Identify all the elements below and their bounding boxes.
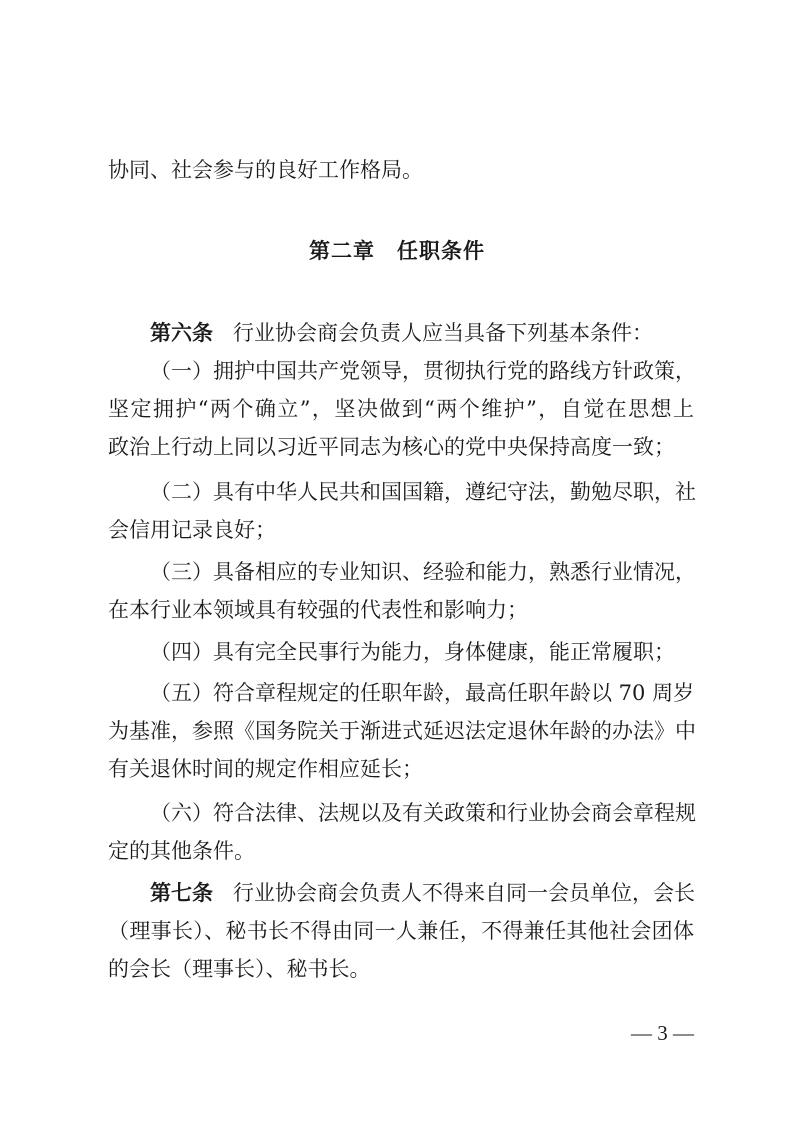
article-6-item-5-line-2: 为基准，参照《国务院关于渐进式延迟法定退休年龄的办法》中 bbox=[108, 719, 696, 743]
page-number: — 3 — bbox=[631, 1021, 694, 1045]
article-6-item-1-line-2: 坚定拥护“两个确立”，坚决做到“两个维护”，自觉在思想上 bbox=[108, 397, 694, 421]
article-6-item-3-line-2: 在本行业本领域具有较强的代表性和影响力； bbox=[108, 598, 528, 622]
article-6-item-5-line-1: （五）符合章程规定的任职年龄，最高任职年龄以 70 周岁 bbox=[150, 681, 695, 705]
article-6-item-2-line-1: （二）具有中华人民共和国国籍，遵纪守法，勤勉尽职，社 bbox=[150, 480, 696, 504]
article-6-item-1-line-3: 政治上行动上同以习近平同志为核心的党中央保持高度一致； bbox=[108, 435, 675, 459]
article-6-item-1-line-1: （一）拥护中国共产党领导，贯彻执行党的路线方针政策， bbox=[150, 359, 696, 383]
paragraph-continuation: 协同、社会参与的良好工作格局。 bbox=[108, 158, 423, 182]
article-6-item-3-line-1: （三）具备相应的专业知识、经验和能力，熟悉行业情况， bbox=[150, 560, 696, 584]
article-7-label: 第七条 bbox=[150, 881, 213, 905]
article-6-heading bbox=[150, 318, 694, 348]
article-6-intro: 行业协会商会负责人应当具备下列基本条件： bbox=[233, 321, 653, 345]
article-7-line-3: 的会长（理事长）、秘书长。 bbox=[108, 957, 371, 981]
article-6-item-5-line-3: 有关退休时间的规定作相应延长； bbox=[108, 757, 423, 781]
article-6-item-4-line-1: （四）具有完全民事行为能力，身体健康，能正常履职； bbox=[150, 640, 675, 664]
article-6-item-2-line-2: 会信用记录良好； bbox=[108, 518, 276, 542]
article-6-item-6-line-2: 定的其他条件。 bbox=[108, 839, 255, 863]
article-7-line-1 bbox=[150, 878, 694, 908]
chapter-title: 第二章 任职条件 bbox=[309, 239, 485, 263]
article-7-text-1: 行业协会商会负责人不得来自同一会员单位，会长 bbox=[233, 881, 695, 905]
article-6-item-6-line-1: （六）符合法律、法规以及有关政策和行业协会商会章程规 bbox=[150, 801, 696, 825]
article-7-line-2: （理事长）、秘书长不得由同一人兼任，不得兼任其他社会团体 bbox=[108, 919, 694, 943]
article-6-label: 第六条 bbox=[150, 321, 213, 345]
